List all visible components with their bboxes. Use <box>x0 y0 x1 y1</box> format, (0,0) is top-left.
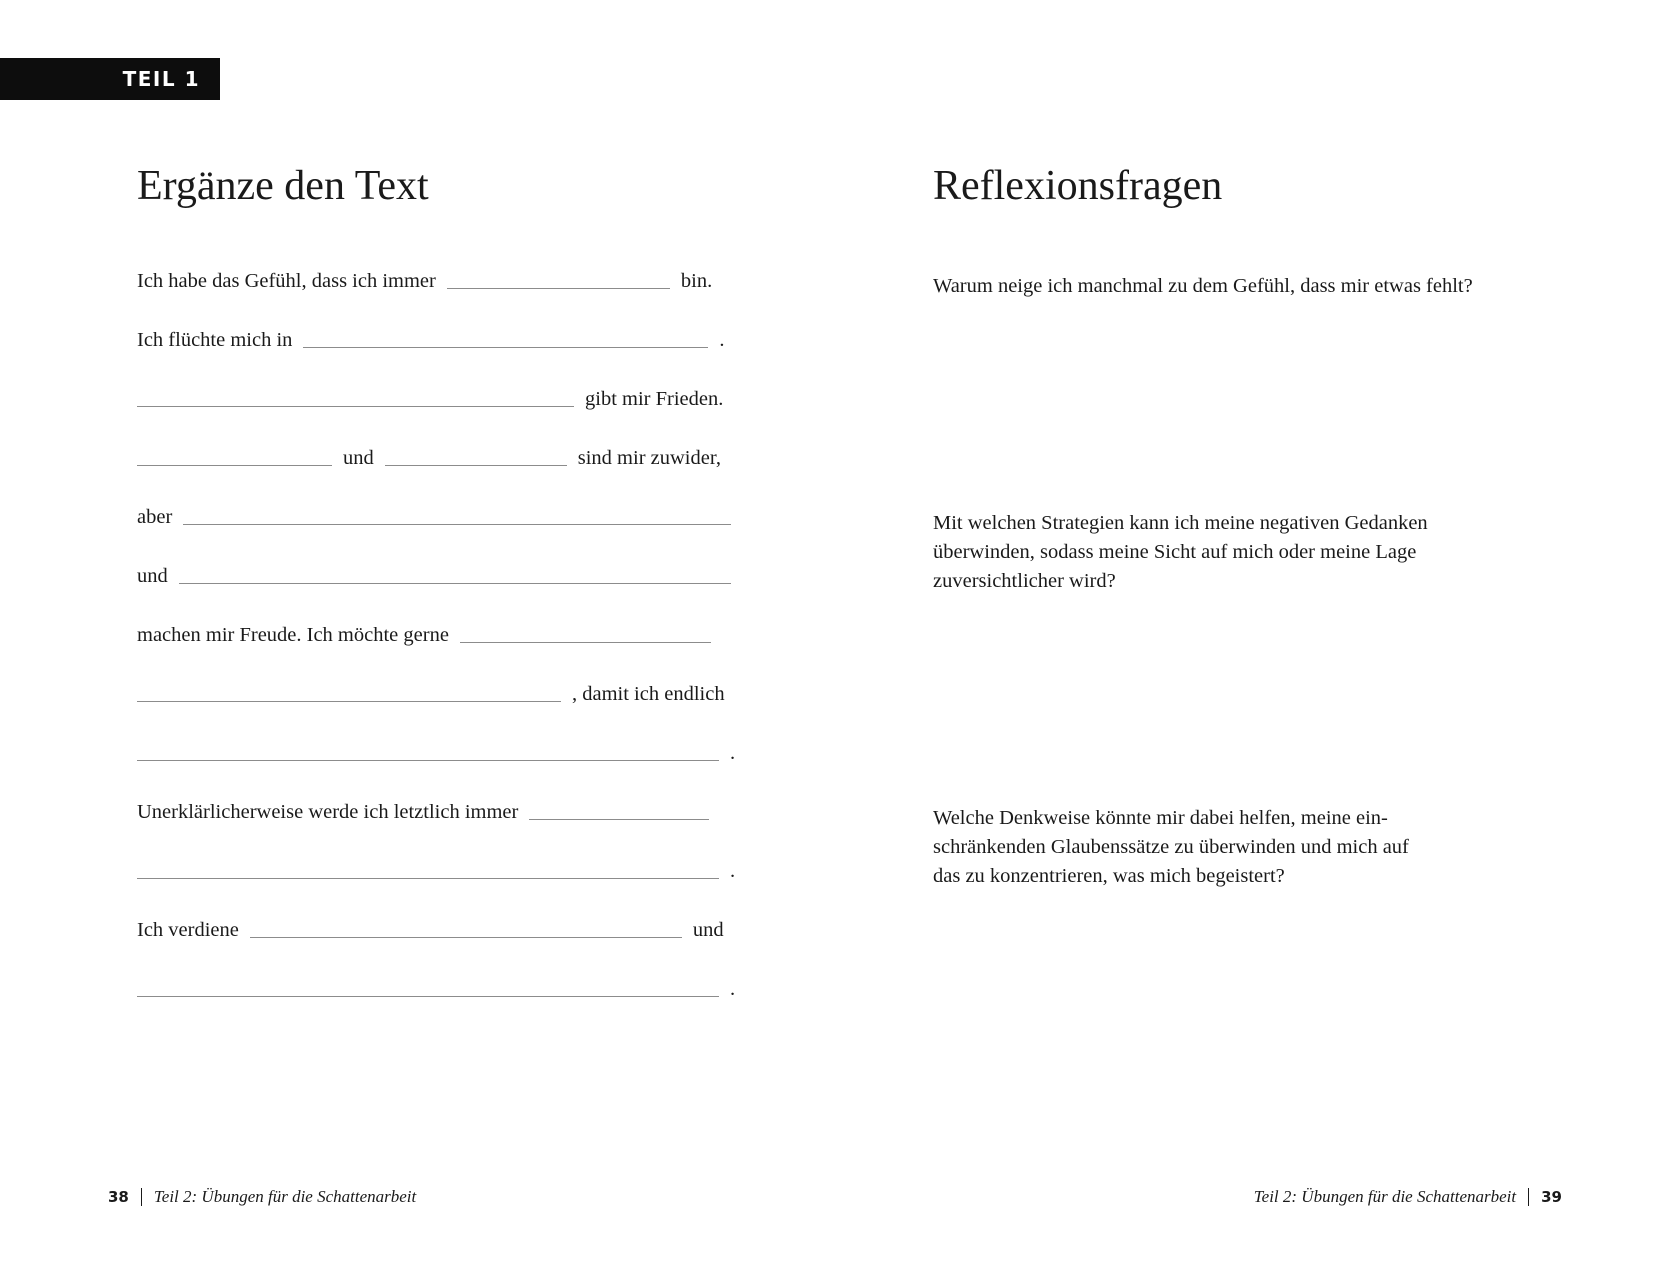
fill-in-blank[interactable] <box>137 996 719 997</box>
question-line: zuversichtlicher wird? <box>933 570 1116 592</box>
footer-left <box>108 1185 416 1209</box>
fill-in-blank[interactable] <box>303 347 708 348</box>
fill-in-blank[interactable] <box>137 406 574 407</box>
footer-right <box>1254 1185 1562 1209</box>
question-line: das zu konzentrieren, was mich begeistert? <box>933 865 1285 887</box>
reflection-question-1 <box>933 272 1473 301</box>
fill-in-line-12 <box>137 912 724 942</box>
reflection-question-2 <box>933 509 1428 596</box>
right-page-title: Reflexionsfragen <box>933 163 1223 209</box>
page-number-left: 38 <box>108 1188 129 1206</box>
fill-in-line-6 <box>137 558 731 588</box>
reflection-question-3 <box>933 804 1409 891</box>
fill-in-blank[interactable] <box>529 819 709 820</box>
fill-in-line-3 <box>137 381 723 411</box>
line-text: , damit ich endlich <box>572 683 725 705</box>
line-text: und <box>137 565 168 587</box>
line-text: machen mir Freude. Ich möchte gerne <box>137 624 449 646</box>
line-text: Ich flüchte mich in <box>137 329 293 351</box>
section-tab-label: TEIL 1 <box>122 67 200 91</box>
footer-divider <box>1528 1188 1529 1206</box>
fill-in-blank[interactable] <box>179 583 731 584</box>
fill-in-blank[interactable] <box>447 288 670 289</box>
fill-in-blank[interactable] <box>137 760 719 761</box>
section-tab <box>0 58 220 100</box>
fill-in-line-11 <box>137 853 735 883</box>
line-text: Ich habe das Gefühl, dass ich immer <box>137 270 436 292</box>
line-text: gibt mir Frieden. <box>585 388 724 410</box>
fill-in-line-1 <box>137 263 712 293</box>
fill-in-blank[interactable] <box>137 701 561 702</box>
page-number-right: 39 <box>1541 1188 1562 1206</box>
line-text: . <box>730 860 736 882</box>
running-footer-right: Teil 2: Übungen für die Schattenarbeit <box>1253 1187 1517 1206</box>
question-line: schränkenden Glaubenssätze zu überwinden und mich auf <box>933 836 1409 858</box>
line-text: Unerklärlicherweise werde ich letztlich immer <box>137 801 519 823</box>
line-text: bin. <box>680 270 713 292</box>
fill-in-blank[interactable] <box>183 524 731 525</box>
fill-in-blank[interactable] <box>250 937 682 938</box>
fill-in-line-10 <box>137 794 709 824</box>
question-line: Welche Denkweise könnte mir dabei helfen, meine ein- <box>933 807 1388 829</box>
fill-in-line-13 <box>137 971 735 1001</box>
line-text: . <box>730 978 736 1000</box>
line-text: und <box>343 447 374 469</box>
fill-in-line-2 <box>137 322 725 352</box>
running-footer-left: Teil 2: Übungen für die Schattenarbeit <box>153 1187 417 1206</box>
line-text: Ich verdiene <box>137 919 239 941</box>
line-text: und <box>692 919 724 941</box>
line-text: . <box>730 742 736 764</box>
fill-in-blank[interactable] <box>385 465 567 466</box>
fill-in-line-4 <box>137 440 721 470</box>
fill-in-blank[interactable] <box>137 465 332 466</box>
footer-divider <box>141 1188 142 1206</box>
fill-in-line-7 <box>137 617 711 647</box>
fill-in-blank[interactable] <box>460 642 711 643</box>
question-line: überwinden, sodass meine Sicht auf mich oder meine Lage <box>933 541 1417 563</box>
line-text: aber <box>137 506 173 528</box>
line-text: . <box>719 329 725 351</box>
question-line: Mit welchen Strategien kann ich meine negativen Gedanken <box>933 512 1428 534</box>
left-page-title: Ergänze den Text <box>137 163 429 209</box>
fill-in-blank[interactable] <box>137 878 719 879</box>
question-line: Warum neige ich manchmal zu dem Gefühl, dass mir etwas fehlt? <box>933 275 1473 297</box>
fill-in-line-9 <box>137 735 735 765</box>
fill-in-line-8 <box>137 676 725 706</box>
fill-in-line-5 <box>137 499 731 529</box>
line-text: sind mir zuwider, <box>577 447 721 469</box>
